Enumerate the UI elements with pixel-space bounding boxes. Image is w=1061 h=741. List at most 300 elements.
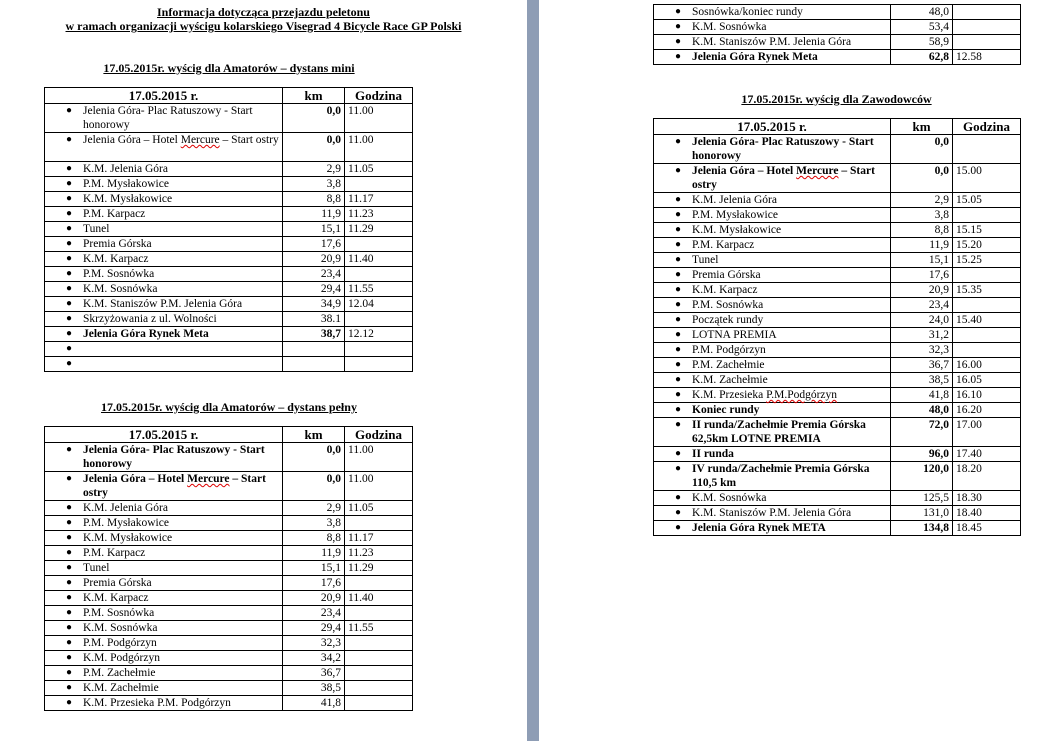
place-cell — [45, 222, 283, 237]
km-cell: 11,9 — [283, 207, 345, 222]
route-table-full — [44, 426, 413, 711]
header-hour: Godzina — [345, 427, 413, 443]
hour-cell — [953, 343, 1021, 358]
place-name: K.M. Sosnówka — [692, 21, 767, 33]
hour-cell — [345, 177, 413, 192]
table-row — [654, 20, 1021, 35]
hour-cell — [953, 268, 1021, 283]
bullet-icon: ● — [675, 448, 682, 459]
place-name: Tunel — [83, 562, 110, 574]
place-cell — [654, 164, 891, 193]
section-title-mini: 17.05.2015r. wyścig dla Amatorów – dystans mini — [103, 61, 355, 75]
table-row — [45, 237, 413, 252]
km-cell: 0,0 — [283, 472, 345, 501]
place-cell — [654, 298, 891, 313]
km-cell: 17,6 — [891, 268, 953, 283]
hour-cell — [345, 516, 413, 531]
table-row — [654, 164, 1021, 193]
place-name: K.M. Sosnówka — [83, 283, 158, 295]
hour-cell: 11.00 — [345, 133, 413, 162]
place-cell — [654, 373, 891, 388]
place-name: Jelenia Góra Rynek Meta — [83, 328, 209, 340]
bullet-icon: ● — [66, 652, 73, 663]
table-header-row — [654, 119, 1021, 135]
place-cell — [45, 327, 283, 342]
section-title-pro: 17.05.2015r. wyścig dla Zawodowców — [741, 92, 932, 106]
hour-cell — [345, 357, 413, 372]
hour-cell: 15.05 — [953, 193, 1021, 208]
place-name: P.M. Mysłakowice — [83, 178, 169, 190]
table-row — [654, 388, 1021, 403]
table-row — [45, 312, 413, 327]
km-cell: 8,8 — [283, 192, 345, 207]
bullet-icon: ● — [66, 223, 73, 234]
bullet-icon: ● — [66, 607, 73, 618]
bullet-icon: ● — [675, 194, 682, 205]
km-cell: 38.1 — [283, 312, 345, 327]
km-cell: 15,1 — [283, 222, 345, 237]
table-row — [654, 358, 1021, 373]
place-name: Premia Górska — [83, 577, 152, 589]
km-cell: 131,0 — [891, 506, 953, 521]
document-title — [0, 5, 527, 33]
table-row — [45, 501, 413, 516]
header-hour: Godzina — [953, 119, 1021, 135]
place-cell — [45, 561, 283, 576]
bullet-icon: ● — [675, 374, 682, 385]
bullet-icon: ● — [675, 284, 682, 295]
place-name: P.M. Sosnówka — [83, 607, 155, 619]
bullet-icon: ● — [66, 178, 73, 189]
hour-cell — [345, 681, 413, 696]
km-cell: 23,4 — [283, 267, 345, 282]
hour-cell — [345, 666, 413, 681]
bullet-icon: ● — [66, 253, 73, 264]
place-cell — [45, 297, 283, 312]
km-cell: 23,4 — [891, 298, 953, 313]
table-row — [654, 238, 1021, 253]
hour-cell: 11.05 — [345, 501, 413, 516]
bullet-icon: ● — [66, 358, 73, 369]
bullet-icon: ● — [675, 359, 682, 370]
place-name: K.M. Podgórzyn — [83, 652, 160, 664]
table-row — [654, 521, 1021, 536]
table-row — [654, 418, 1021, 447]
header-date: 17.05.2015 r. — [45, 427, 283, 443]
bullet-icon: ● — [66, 622, 73, 633]
place-name: Tunel — [83, 223, 110, 235]
table-row — [654, 298, 1021, 313]
route-table-mini — [44, 87, 413, 372]
km-cell: 31,2 — [891, 328, 953, 343]
bullet-icon: ● — [66, 134, 73, 145]
place-name: K.M. Karpacz — [83, 592, 149, 604]
header-hour: Godzina — [345, 88, 413, 104]
place-cell — [45, 177, 283, 192]
place-cell — [654, 238, 891, 253]
place-name: Sosnówka/koniec rundy — [692, 6, 803, 18]
hour-cell — [345, 312, 413, 327]
km-cell: 3,8 — [283, 516, 345, 531]
hour-cell: 11.29 — [345, 561, 413, 576]
table-header-row — [45, 427, 413, 443]
place-name: P.M. Karpacz — [692, 239, 755, 251]
place-cell — [45, 237, 283, 252]
table-row — [45, 267, 413, 282]
header-km: km — [283, 427, 345, 443]
hour-cell — [953, 298, 1021, 313]
place-cell — [45, 576, 283, 591]
hour-cell: 11.23 — [345, 546, 413, 561]
hour-cell — [953, 328, 1021, 343]
bullet-icon: ● — [66, 313, 73, 324]
place-cell — [45, 666, 283, 681]
place-cell — [45, 516, 283, 531]
place-cell — [45, 621, 283, 636]
place-cell — [654, 35, 891, 50]
hour-cell: 17.00 — [953, 418, 1021, 447]
bullet-icon: ● — [675, 51, 682, 62]
place-cell — [654, 223, 891, 238]
table-row — [45, 162, 413, 177]
km-cell: 23,4 — [283, 606, 345, 621]
km-cell: 120,0 — [891, 462, 953, 491]
place-name: Jelenia Góra – Hotel Mercure – Start ostry — [83, 473, 266, 499]
place-cell — [45, 472, 283, 501]
km-cell: 36,7 — [891, 358, 953, 373]
hour-cell — [953, 5, 1021, 20]
hour-cell — [345, 696, 413, 711]
bullet-icon: ● — [675, 36, 682, 47]
bullet-icon: ● — [675, 269, 682, 280]
km-cell: 8,8 — [283, 531, 345, 546]
place-cell — [45, 104, 283, 133]
document-title-line2: w ramach organizacji wyścigu kolarskiego Visegrad 4 Bicycle Race GP Polski — [65, 19, 462, 33]
header-date: 17.05.2015 r. — [45, 88, 283, 104]
km-cell: 32,3 — [283, 636, 345, 651]
place-name: K.M. Przesieka P.M.Podgórzyn — [692, 389, 838, 401]
table-row — [654, 253, 1021, 268]
table-row — [654, 462, 1021, 491]
hour-cell: 16.10 — [953, 388, 1021, 403]
hour-cell: 11.00 — [345, 104, 413, 133]
table-header-row — [45, 88, 413, 104]
table-row — [45, 133, 413, 162]
place-cell — [654, 253, 891, 268]
table-row — [45, 636, 413, 651]
bullet-icon: ● — [675, 463, 682, 474]
bullet-icon: ● — [66, 517, 73, 528]
table-row — [45, 282, 413, 297]
place-cell — [45, 133, 283, 162]
bullet-icon: ● — [66, 193, 73, 204]
hour-cell: 11.40 — [345, 252, 413, 267]
hour-cell: 15.20 — [953, 238, 1021, 253]
place-cell — [654, 447, 891, 462]
table-row — [45, 443, 413, 472]
place-name: Koniec rundy — [692, 404, 760, 416]
spellcheck-mark: P.M.Podgórzyn — [766, 389, 838, 401]
place-name: Jelenia Góra – Hotel Mercure – Start ostry — [692, 165, 875, 191]
place-cell — [45, 312, 283, 327]
hour-cell: 16.20 — [953, 403, 1021, 418]
place-name: Jelenia Góra – Hotel Mercure – Start ostry — [83, 134, 279, 146]
hour-cell: 18.30 — [953, 491, 1021, 506]
km-cell: 20,9 — [283, 591, 345, 606]
table-row — [45, 531, 413, 546]
place-cell — [45, 267, 283, 282]
hour-cell: 11.17 — [345, 531, 413, 546]
place-cell — [654, 418, 891, 447]
table-row — [654, 283, 1021, 298]
km-cell: 34,9 — [283, 297, 345, 312]
place-cell — [654, 328, 891, 343]
table-row — [45, 222, 413, 237]
hour-cell: 17.40 — [953, 447, 1021, 462]
km-cell: 3,8 — [891, 208, 953, 223]
hour-cell — [345, 606, 413, 621]
bullet-icon: ● — [675, 419, 682, 430]
place-name: P.M. Mysłakowice — [83, 517, 169, 529]
place-name: K.M. Przesieka P.M. Podgórzyn — [83, 697, 231, 709]
bullet-icon: ● — [66, 502, 73, 513]
bullet-icon: ● — [675, 209, 682, 220]
table-row — [654, 491, 1021, 506]
km-cell: 11,9 — [891, 238, 953, 253]
place-name: Jelenia Góra- Plac Ratuszowy - Start honorowy — [692, 136, 874, 162]
table-row — [45, 192, 413, 207]
bullet-icon: ● — [675, 165, 682, 176]
table-row — [45, 606, 413, 621]
km-cell: 134,8 — [891, 521, 953, 536]
km-cell: 58,9 — [891, 35, 953, 50]
place-name: K.M. Staniszów P.M. Jelenia Góra — [83, 298, 243, 310]
hour-cell: 18.45 — [953, 521, 1021, 536]
bullet-icon: ● — [66, 473, 73, 484]
place-cell — [45, 591, 283, 606]
table-row — [45, 104, 413, 133]
place-cell — [45, 252, 283, 267]
document-page-left — [0, 0, 527, 741]
hour-cell: 15.25 — [953, 253, 1021, 268]
table-row — [654, 5, 1021, 20]
km-cell: 53,4 — [891, 20, 953, 35]
place-name: Jelenia Góra Rynek Meta — [692, 51, 818, 63]
km-cell — [283, 357, 345, 372]
place-name: K.M. Mysłakowice — [692, 224, 782, 236]
place-name: P.M. Podgórzyn — [83, 637, 157, 649]
km-cell: 8,8 — [891, 223, 953, 238]
km-cell: 3,8 — [283, 177, 345, 192]
km-cell: 11,9 — [283, 546, 345, 561]
hour-cell: 11.17 — [345, 192, 413, 207]
km-cell: 24,0 — [891, 313, 953, 328]
bullet-icon: ● — [675, 344, 682, 355]
place-cell — [45, 531, 283, 546]
place-name: P.M. Mysłakowice — [692, 209, 778, 221]
place-cell — [654, 313, 891, 328]
table-row — [45, 696, 413, 711]
km-cell: 20,9 — [283, 252, 345, 267]
km-cell: 2,9 — [283, 162, 345, 177]
km-cell: 15,1 — [283, 561, 345, 576]
km-cell: 0,0 — [283, 104, 345, 133]
place-name: K.M. Jelenia Góra — [83, 163, 168, 175]
bullet-icon: ● — [675, 404, 682, 415]
hour-cell: 12.04 — [345, 297, 413, 312]
spellcheck-mark: Mercure — [796, 165, 839, 177]
place-cell — [45, 501, 283, 516]
km-cell: 38,7 — [283, 327, 345, 342]
km-cell: 96,0 — [891, 447, 953, 462]
place-cell — [45, 282, 283, 297]
table-row — [654, 193, 1021, 208]
place-name: P.M. Podgórzyn — [692, 344, 766, 356]
bullet-icon: ● — [66, 667, 73, 678]
place-name: Premia Górska — [83, 238, 152, 250]
place-cell — [45, 443, 283, 472]
bullet-icon: ● — [66, 283, 73, 294]
page-divider — [527, 0, 539, 741]
table-row — [654, 313, 1021, 328]
bullet-icon: ● — [675, 254, 682, 265]
hour-cell: 15.00 — [953, 164, 1021, 193]
km-cell: 0,0 — [891, 135, 953, 164]
table-row — [45, 472, 413, 501]
km-cell: 48,0 — [891, 403, 953, 418]
table-row — [654, 447, 1021, 462]
km-cell: 62,8 — [891, 50, 953, 65]
km-cell: 2,9 — [283, 501, 345, 516]
place-cell — [45, 681, 283, 696]
table-row — [45, 177, 413, 192]
km-cell: 17,6 — [283, 237, 345, 252]
bullet-icon: ● — [66, 577, 73, 588]
hour-cell: 11.00 — [345, 443, 413, 472]
spellcheck-mark: Mercure — [187, 473, 230, 485]
bullet-icon: ● — [675, 224, 682, 235]
header-date: 17.05.2015 r. — [654, 119, 891, 135]
place-name: II runda/Zachełmie Premia Górska 62,5km LOTNE PREMIA — [692, 419, 866, 445]
hour-cell — [953, 35, 1021, 50]
hour-cell — [345, 342, 413, 357]
km-cell: 41,8 — [283, 696, 345, 711]
hour-cell: 11.29 — [345, 222, 413, 237]
place-name: Tunel — [692, 254, 719, 266]
place-name: P.M. Sosnówka — [83, 268, 155, 280]
bullet-icon: ● — [675, 314, 682, 325]
bullet-icon: ● — [66, 163, 73, 174]
bullet-icon: ● — [66, 328, 73, 339]
place-cell — [654, 268, 891, 283]
bullet-icon: ● — [66, 268, 73, 279]
place-cell — [654, 343, 891, 358]
table-row — [45, 651, 413, 666]
place-name: Skrzyżowania z ul. Wolności — [83, 313, 217, 325]
place-cell — [654, 283, 891, 298]
bullet-icon: ● — [66, 562, 73, 573]
place-cell — [654, 5, 891, 20]
place-name: K.M. Sosnówka — [692, 492, 767, 504]
table-row — [45, 666, 413, 681]
hour-cell: 15.40 — [953, 313, 1021, 328]
km-cell: 36,7 — [283, 666, 345, 681]
place-cell — [654, 491, 891, 506]
place-name: K.M. Karpacz — [83, 253, 149, 265]
hour-cell: 11.55 — [345, 282, 413, 297]
hour-cell: 15.15 — [953, 223, 1021, 238]
place-cell — [654, 462, 891, 491]
hour-cell: 16.00 — [953, 358, 1021, 373]
bullet-icon: ● — [66, 547, 73, 558]
km-cell: 41,8 — [891, 388, 953, 403]
km-cell: 72,0 — [891, 418, 953, 447]
place-cell — [654, 135, 891, 164]
place-cell — [45, 162, 283, 177]
km-cell: 29,4 — [283, 282, 345, 297]
place-name: P.M. Karpacz — [83, 208, 146, 220]
document-page-right — [539, 0, 1061, 741]
bullet-icon: ● — [675, 136, 682, 147]
bullet-icon: ● — [66, 105, 73, 116]
table-row — [45, 207, 413, 222]
km-cell: 0,0 — [283, 443, 345, 472]
place-name: Premia Górska — [692, 269, 761, 281]
place-name: K.M. Zachełmie — [692, 374, 768, 386]
place-name: LOTNA PREMIA — [692, 329, 777, 341]
bullet-icon: ● — [66, 592, 73, 603]
place-cell — [654, 358, 891, 373]
route-table-pro — [653, 118, 1021, 536]
km-cell: 38,5 — [283, 681, 345, 696]
place-name: K.M. Mysłakowice — [83, 532, 173, 544]
bullet-icon: ● — [66, 208, 73, 219]
bullet-icon: ● — [675, 329, 682, 340]
section-title-full: 17.05.2015r. wyścig dla Amatorów – dystans pełny — [101, 400, 357, 414]
table-row — [654, 223, 1021, 238]
place-cell — [654, 193, 891, 208]
bullet-icon: ● — [66, 343, 73, 354]
table-row — [654, 135, 1021, 164]
table-row — [45, 591, 413, 606]
km-cell: 48,0 — [891, 5, 953, 20]
km-cell: 29,4 — [283, 621, 345, 636]
place-name: K.M. Mysłakowice — [83, 193, 173, 205]
place-name: Jelenia Góra- Plac Ratuszowy - Start honorowy — [83, 444, 265, 470]
table-row — [45, 357, 413, 372]
place-name: Jelenia Góra Rynek META — [692, 522, 826, 534]
hour-cell: 11.55 — [345, 621, 413, 636]
place-cell — [654, 521, 891, 536]
hour-cell: 16.05 — [953, 373, 1021, 388]
bullet-icon: ● — [66, 682, 73, 693]
hour-cell: 11.40 — [345, 591, 413, 606]
place-name: P.M. Zachełmie — [692, 359, 765, 371]
table-row — [45, 546, 413, 561]
hour-cell — [345, 636, 413, 651]
km-cell: 34,2 — [283, 651, 345, 666]
bullet-icon: ● — [675, 239, 682, 250]
place-cell — [45, 207, 283, 222]
place-name: IV runda/Zachełmie Premia Górska 110,5 km — [692, 463, 870, 489]
bullet-icon: ● — [66, 637, 73, 648]
place-cell — [654, 506, 891, 521]
hour-cell: 18.20 — [953, 462, 1021, 491]
place-cell — [45, 546, 283, 561]
table-row — [654, 373, 1021, 388]
bullet-icon: ● — [66, 697, 73, 708]
bullet-icon: ● — [675, 299, 682, 310]
